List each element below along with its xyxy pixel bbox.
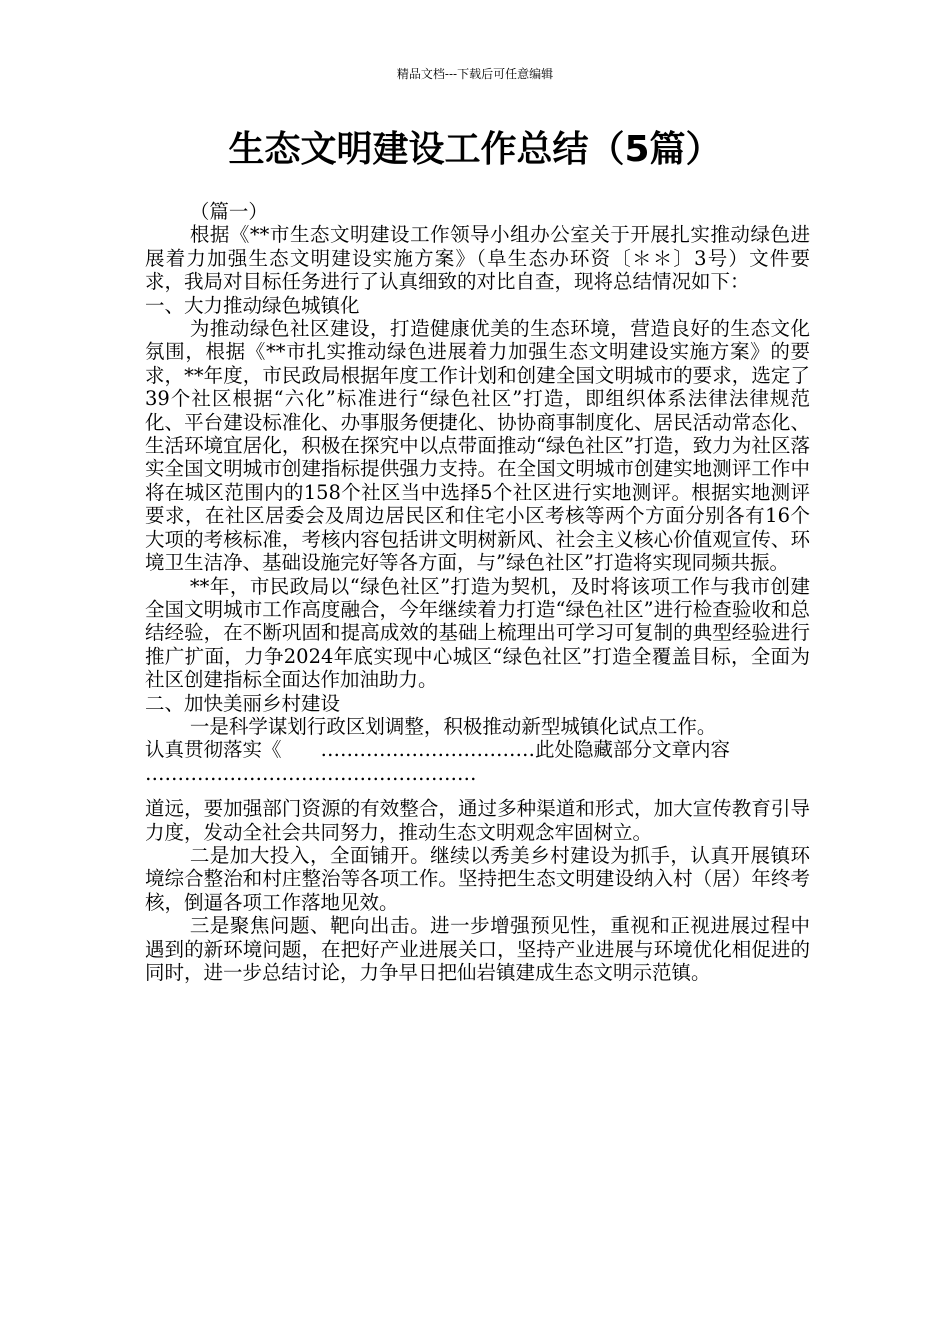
paragraph-green-community: 为推动绿色社区建设，打造健康优美的生态环境，营造良好的生态文化氛围，根据《**市扎实推动绿色进展着力加强生态文明建设实施方案》的要求，**年度，市民政局根据年度工作计划和创建全国文明城市的要求，选定了39个社区根据“六化”标准进行“绿色社区”打造，即组织体系法律法律规范化、平台建设标准化、办事服务便捷化、协协商事制度化、居民活动常态化、生活环境宜居化，积极在探究中以点带面推动“绿色社区”打造，致力为社区落实全国文明城市创建指标提供强力支持。在全国文明城市创建实地测评工作中将在城区范围内的158个社区当中选择5个社区进行实地测评。根据实地测评要求，在社区居委会及周边居民区和住宅小区考核等两个方面分别各有16个大项的考核标准，考核内容包括讲文明树新风、社会主义核心价值观宣传、环境卫生洁净、基础设施完好等各方面，与”绿色社区”打造将实现同频共振。 xyxy=(145,317,810,575)
section-heading-1: 一、大力推动绿色城镇化 xyxy=(145,293,360,317)
document-body xyxy=(145,200,810,984)
paragraph-point-3: 三是聚焦问题、靶向出击。进一步增强预见性，重视和正视进展过程中遇到的新环境问题，在把好产业进展关口，坚持产业进展与环境优化相促进的同时，进一步总结讨论，力争早日把仙岩镇建成生态文明示范镇。 xyxy=(145,914,810,984)
document-title: 生态文明建设工作总结（5篇） xyxy=(228,129,722,170)
paragraph-continuation: 道远，要加强部门资源的有效整合，通过多种渠道和形式，加大宣传教育引导力度，发动全社会共同努力，推动生态文明观念牢固树立。 xyxy=(145,797,810,844)
paragraph-intro: 根据《**市生态文明建设工作领导小组办公室关于开展扎实推动绿色进展着力加强生态文明建设实施方案》（阜生态办环资〔＊＊〕3号）文件要求，我局对目标任务进行了认真细致的对比自查，现将总结情况如下： xyxy=(145,223,810,294)
page-header: 精品文档---下载后可任意编辑 xyxy=(396,67,554,81)
hidden-content-dots: …………………………………………… xyxy=(145,761,477,785)
spacer xyxy=(145,785,810,797)
paragraph-part-label: （篇一） xyxy=(189,200,268,223)
paragraph-point-1: 一是科学谋划行政区划调整，积极推动新型城镇化试点工作。 xyxy=(189,714,717,738)
section-heading-2: 二、加快美丽乡村建设 xyxy=(145,691,341,715)
paragraph-hidden-notice: 认真贯彻落实《 ……………………………此处隐藏部分文章内容 xyxy=(145,738,731,762)
paragraph-point-2: 二是加大投入，全面铺开。继续以秀美乡村建设为抓手，认真开展镇环境综合整治和村庄整治等各项工作。坚持把生态文明建设纳入村（居）年终考核，倒逼各项工作落地见效。 xyxy=(145,843,810,914)
paragraph-green-community-2: **年，市民政局以“绿色社区”打造为契机，及时将该项工作与我市创建全国文明城市工作高度融合，今年继续着力打造“绿色社区”进行检查验收和总结经验，在不断巩固和提高成效的基础上梳理出可学习可复制的典型经验进行推广扩面，力争2024年底实现中心城区“绿色社区”打造全覆盖目标，全面为社区创建指标全面达作加油助力。 xyxy=(145,574,810,692)
